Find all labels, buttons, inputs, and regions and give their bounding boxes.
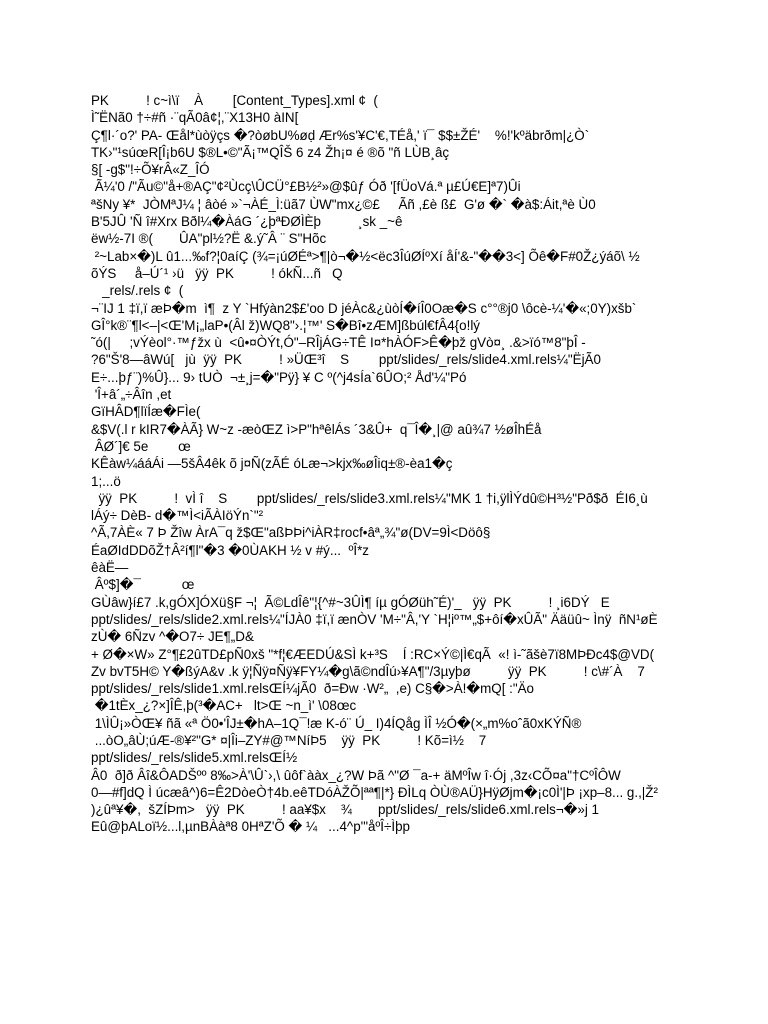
text-line: GÎ°k®¨¶l<–|<Œ'M¡„laP•(Âl ž)WQ8"›.¦™' S�Bî•zÆM]ßbúl€fÂ4{o!lý <box>91 317 480 333</box>
text-line: êàË— <box>91 560 129 576</box>
document-text <box>91 92 731 853</box>
text-line: �1tÈx_¿?×]ÎÊ,þ(³�AC+ lt>Œ ~n_ì' \08œc <box>91 698 357 714</box>
text-line: KÊàw¼ááÁi —5šÂ4êk õ j¤Ñ(zÃÉ óLæ¬>kjx‰øÎiq±®-èa1�ç <box>91 456 453 472</box>
text-line: + Ø�×W» Z°¶£2ûTD£pÑ0xš "*f¦€ÆEDÚ&SÌ k+³S Í :RC×Ý©|Ì€qÃ «! ì-˜ãšè7ï8MÞÐc4$@VD( <box>91 646 655 662</box>
text-line: ²~Lab×�)L û1...‰f?¦0aíÇ (¾=¡úØÉª>¶|ò¬�½<ëc3ÎúØÍºXí åÍ'&-"��3<] Õê�F#0Ž¿ýáõ\ ½ <box>91 248 640 264</box>
text-line: §[ -g$"!÷Õ¥rÂ«Z_ÎÓ <box>91 162 210 178</box>
text-line: õÝS å–Ú´¹ ›ü ÿÿ PK ! ókÑ...ñ Q <box>91 265 343 281</box>
text-line: Â0 ð]ð Âî&ÔADŠºº 8‰>À'\Û`›,\ ûôf`ààx_¿?W Þã ^"Ø ¯a-+ äMºÎw î·Ój ,3z‹CÕ¤a"†CºÎÔW <box>91 767 621 783</box>
text-line: 'Î+â´„÷Âîn ,et <box>91 387 172 403</box>
text-line: ÿÿ PK ! vÌ î S ppt/slides/_rels/slide3.xml.rels¼"MK 1 †i,ÿlÌÝdû©H³½"Pð$ð ÉI6¸ù <box>91 490 648 506</box>
text-line: ppt/slides/_rels/slide1.xml.relsŒÍ¼jÃ0 ð=Ðw ·W²„ ,e) C§�>À!�mQ[ :"Äo <box>91 681 534 697</box>
text-line: ^Ã,7ÀÈ« 7 Þ Žîw ÀrA¯q ž$Œ"aßÞÞi^iÀR‡rocf•âª„¾"ø(DV=9Ì<Döô§ <box>91 525 491 541</box>
text-line: lÁý÷ DèB- d�™Ì<iÃÀIöÝn`"² <box>91 508 264 524</box>
text-line: ?6"Š'8—âWú[ jù ÿÿ PK ! »ÜŒ³î S ppt/slides/_rels/slide4.xml.rels¼"ËjÃ0 <box>91 352 601 368</box>
text-line: 1;...ö <box>91 473 121 489</box>
text-line: GÙâw}í£7 .k,gÓX]ÓXü§F ¬¦ Ã©LdÎê"¦{^#~3ÛÌ¶ íµ gÓØüh˜É)'_ ÿÿ PK ! ¸i6DÝ E <box>91 594 610 610</box>
text-line: zÙ� 6Ñzv ^�O7÷ JE¶„D& <box>91 629 254 645</box>
text-line: PK ! c~ì\ï À [Content_Types].xml ¢ ( <box>91 93 378 108</box>
text-line: _rels/.rels ¢ ( <box>91 283 184 299</box>
text-line: ppt/slides/_rels/slide5.xml.relsŒÍ½ <box>91 750 298 766</box>
text-line: ¬¨IJ 1 ‡ï,ï æÞ�m ì¶ z Y `Hfýàn2$£'oo D jéÀc&¿ùòÍ�íÎ0Oæ�S c°°®j0 \ôcè-¼'�«;0Y)xšb` <box>91 300 637 316</box>
text-line: 1\ÌÛ¡»ÒŒ¥ ñã «ª Ö0•'ÎJ±�hA–1Q¯!æ K-ó¨ Ú_ I)4ÍQåg ÌÎ ½Ó�(×„m%oˆã0xKÝÑ® <box>91 715 582 731</box>
text-line: Ì˜ËNã0 †÷#ñ ·¨qÃ0â¢¦,¨X13H0 àIN[ <box>91 110 299 126</box>
text-line: Ã¼'0 /"Ãu©"å+®AÇ"¢²Ùcç\ÛCÜ°£B½²»@$ûƒ Óð '[fÜoVá.ª µ£Ú€E]ª7)Ûi <box>91 179 521 195</box>
text-line: TK›"¹súœR[Î¡b6U $®L•©"Ã¡™QÎŠ 6 z4 Žh¡¤ é ®õ "ñ LÙB¸âç <box>91 144 450 160</box>
text-line: ªšNy ¥* JÒMªJ¼ ¦ âòé »`¬ÀÉ_Ì:üã7 ÙW"mx¿©£ Ãñ ,£è ß£ G'ø �` �à$:Áit,ªè Ù0 <box>91 196 596 212</box>
text-line: ÂØ´]€ 5e œ <box>91 438 191 454</box>
text-line: ÉaØIdDDõŽ†Â²í¶l"�3 �0ÙAKH ½ v #ý... ºÎ*z <box>91 542 369 558</box>
text-line: &$V(.l r kIR7�ÀÃ} W~z -æòŒZ ì>P"hªêlÁs ´3&Û+ q¯Î�¸|@ aû¾7 ½øÎhÉå <box>91 421 542 437</box>
text-line: B'5JÛ 'Ñ î#Xrx Bðl¼�ÀáG ´¿þªÐØÌÈþ ¸sk _~ê <box>91 214 403 230</box>
text-line: GïHÂD¶lïÍæ�FÌe( <box>91 404 201 420</box>
text-line: E÷...þƒ¨)%Û}... 9› tUÒ ¬±¸j=�"Pÿ} ¥ C º(^j4sÍa`6ÛO;² Åd'¼"Pó <box>91 369 467 385</box>
text-line: ...òO„âÙ;úÆ-®¥²"G* ¤|Îi–ZY#@™NíÞ5 ÿÿ PK ! Kõ=ì½ 7 <box>91 732 487 748</box>
text-line: 0—#f]dQ Ì úcæâ^)6=Ê2DòeÒ†4b.eêTDóÀŽÕ|ªª¶|*} ÐÌLq ÒÙ®AÜ}HÿØjm�¡c0Ì'|Þ ¡xp–8... g.,|Ž² <box>91 784 658 800</box>
text-line: ppt/slides/_rels/slide2.xml.rels¼"ÍJÀ0 ‡ï,ï ænÒV 'M÷"Â,'Y `H¦iº™„$+ôí�xÛÃ" Ääüû~ Ìnÿ ñN¹øÈ <box>91 611 658 627</box>
text-line: ˜ó(| ;vÝèol°·™ƒžx ù <û•¤ÒÝt,Ó"–RÎjÁG÷TÊ I¤*hÀÓF>Ê�þž gVò¤¸ .&>ïó™8"þÎ - <box>91 335 586 351</box>
text-line: Zv bvT5H© Y�ßýA&v .k ÿ¦Ñÿ¤Ñÿ¥FY¼�g\ã©ndÎú›¥A¶"/3µyþø ÿÿ PK ! c\#´À 7 <box>91 663 645 679</box>
text-line: Ç¶l·´o?' PA- Œål*ùòÿçs �?òøbU%øḍ Ær%s'¥C'€,TÉå,' ï¯ $$±ŽÉ' %!'kºäbrðm|¿Ò` <box>91 127 590 143</box>
text-line: Eû@þALoï½...l,µnBÀàª8 0HªZ'Õ � ¼ ...4^p'"åºÎ÷Ìþp <box>91 819 410 835</box>
text-line: Âº$]�¯ œ <box>91 577 195 593</box>
text-line: )¿ûª¥�, šZÍÞm> ÿÿ PK ! aa¥$x ¾ ppt/slides/_rels/slide6.xml.rels¬�»j 1 <box>91 802 599 818</box>
text-line <box>91 836 731 853</box>
text-line: ëw½-7I ®( ÛA"pl½?Ë &.ý˜Â ¨ S"Hõc <box>91 231 327 247</box>
